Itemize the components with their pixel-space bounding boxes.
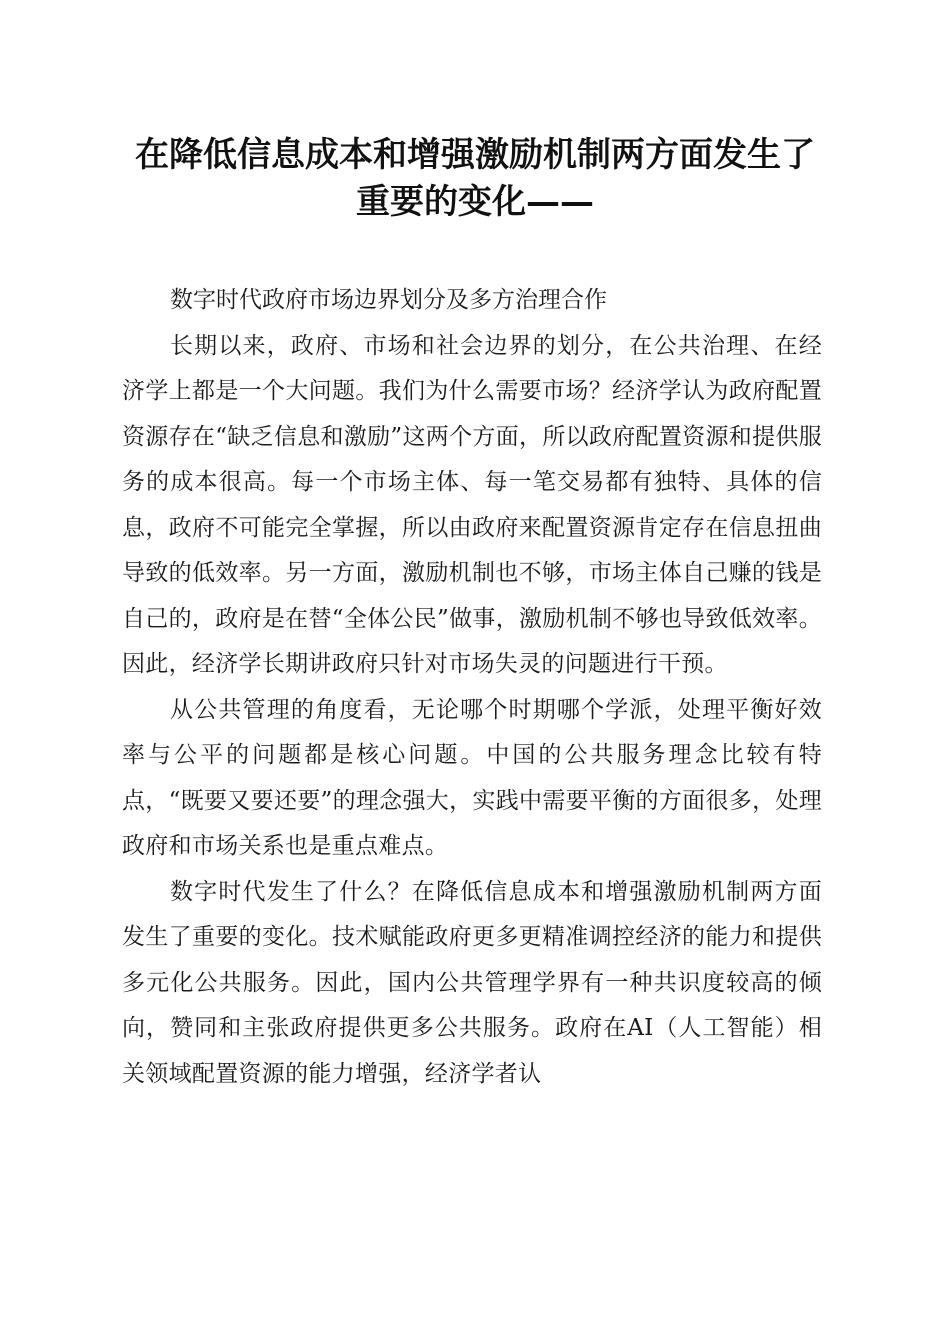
document-title xyxy=(110,132,840,226)
paragraph-2: 从公共管理的角度看，无论哪个时期哪个学派，处理平衡好效率与公平的问题都是核心问题。中国的公共服务理念比较有特点，“既要又要还要”的理念强大，实践中需要平衡的方面很多，处理政府和市场关系也是重点难点。 xyxy=(122,696,822,859)
title-line-1: 在降低信息成本和增强激励机制两方面发生了 xyxy=(135,135,815,175)
paragraph-3: 数字时代发生了什么？在降低信息成本和增强激励机制两方面发生了重要的变化。技术赋能政府更多更精准调控经济的能力和提供多元化公共服务。因此，国内公共管理学界有一种共识度较高的倾向，赞同和主张政府提供更多公共服务。政府在AI（人工智能）相关领域配置资源的能力增强，经济学者认 xyxy=(122,878,822,1087)
title-line-2: 重要的变化—— xyxy=(356,182,594,222)
document-subtitle: 数字时代政府市场边界划分及多方治理合作 xyxy=(170,287,607,313)
document-body xyxy=(122,278,822,1097)
paragraph-1: 长期以来，政府、市场和社会边界的划分，在公共治理、在经济学上都是一个大问题。我们为什么需要市场？经济学认为政府配置资源存在“缺乏信息和激励”这两个方面，所以政府配置资源和提供服务的成本很高。每一个市场主体、每一笔交易都有独特、具体的信息，政府不可能完全掌握，所以由政府来配置资源肯定存在信息扭曲导致的低效率。另一方面，激励机制也不够，市场主体自己赚的钱是自己的，政府是在替“全体公民”做事，激励机制不够也导致低效率。因此，经济学长期讲政府只针对市场失灵的问题进行干预。 xyxy=(122,332,822,677)
